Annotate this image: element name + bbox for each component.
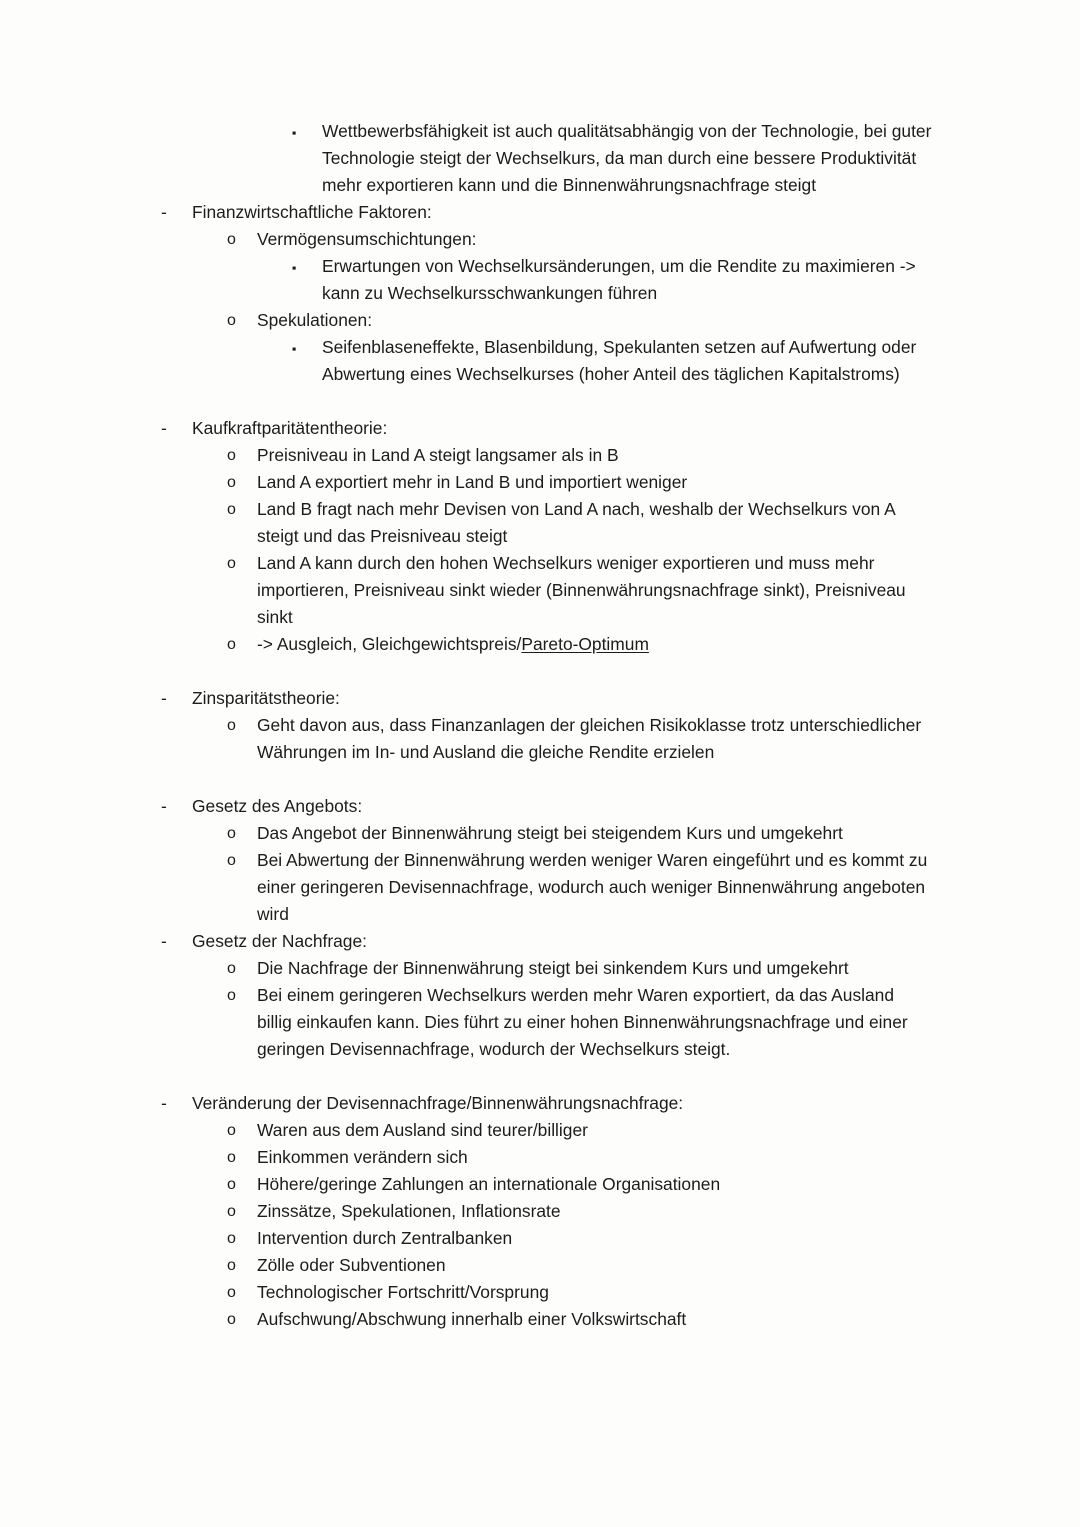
outline-item-text: Kaufkraftparitätentheorie: — [192, 418, 388, 438]
outline-item-text: Die Nachfrage der Binnenwährung steigt bei sinkendem Kurs und umgekehrt — [257, 958, 849, 978]
outline-item-land-a-exportiert — [0, 469, 1080, 496]
outline-item-text: Spekulationen: — [257, 310, 373, 330]
circle-bullet-icon: o — [227, 1257, 236, 1274]
dash-bullet-icon: - — [161, 796, 167, 816]
outline-item-gesetz-des-angebots — [0, 793, 1080, 820]
square-bullet-icon: ▪ — [292, 342, 297, 356]
circle-bullet-icon: o — [227, 1176, 236, 1193]
outline-item-text: Preisniveau in Land A steigt langsamer als in B — [257, 445, 619, 465]
circle-bullet-icon: o — [227, 231, 236, 248]
outline-item-text: Bei Abwertung der Binnenwährung werden weniger Waren eingeführt und es kommt zu einer geringeren Devisennachfrage, wodurch auch weniger Binnenwährung angeboten wird — [257, 850, 928, 924]
square-bullet-icon: ▪ — [292, 126, 297, 140]
blank-line — [0, 658, 1080, 685]
square-bullet-icon: ▪ — [292, 261, 297, 275]
outline-item-einkommen-veraendern — [0, 1144, 1080, 1171]
outline-item-angebot-binnenwaehrung — [0, 820, 1080, 847]
outline-item-text: Zinsparitätstheorie: — [192, 688, 340, 708]
blank-line — [0, 388, 1080, 415]
outline-item-text: Land B fragt nach mehr Devisen von Land A nach, weshalb der Wechselkurs von A steigt und das Preisniveau steigt — [257, 499, 895, 546]
outline-content — [0, 118, 1080, 1333]
outline-item-nachfrage-binnenwaehrung — [0, 955, 1080, 982]
outline-item-gesetz-der-nachfrage — [0, 928, 1080, 955]
blank-line — [0, 1063, 1080, 1090]
outline-item-preisniveau-land-a — [0, 442, 1080, 469]
outline-item-waren-ausland-teurer — [0, 1117, 1080, 1144]
circle-bullet-icon: o — [227, 501, 236, 518]
circle-bullet-icon: o — [227, 1230, 236, 1247]
circle-bullet-icon: o — [227, 312, 236, 329]
circle-bullet-icon: o — [227, 717, 236, 734]
circle-bullet-icon: o — [227, 825, 236, 842]
outline-item-text: Intervention durch Zentralbanken — [257, 1228, 513, 1248]
outline-item-wettbewerbsfaehigkeit — [0, 118, 1080, 199]
outline-item-ausgleich-pareto-optimum — [0, 631, 1080, 658]
outline-item-geringerer-wechselkurs — [0, 982, 1080, 1063]
circle-bullet-icon: o — [227, 474, 236, 491]
outline-item-text: Finanzwirtschaftliche Faktoren: — [192, 202, 432, 222]
circle-bullet-icon: o — [227, 1311, 236, 1328]
outline-item-text: Gesetz des Angebots: — [192, 796, 363, 816]
outline-item-land-b-fragt-devisen — [0, 496, 1080, 550]
outline-item-text: Erwartungen von Wechselkursänderungen, um die Rendite zu maximieren -> kann zu Wechselkursschwankungen führen — [322, 256, 916, 303]
outline-item-erwartungen-wechselkursaenderungen — [0, 253, 1080, 307]
outline-item-technologischer-fortschritt — [0, 1279, 1080, 1306]
outline-item-text: Waren aus dem Ausland sind teurer/billiger — [257, 1120, 588, 1140]
circle-bullet-icon: o — [227, 1149, 236, 1166]
outline-item-text: Gesetz der Nachfrage: — [192, 931, 367, 951]
outline-item-zoelle-subventionen — [0, 1252, 1080, 1279]
outline-item-text: Aufschwung/Abschwung innerhalb einer Volkswirtschaft — [257, 1309, 687, 1329]
outline-item-text: Land A exportiert mehr in Land B und importiert weniger — [257, 472, 688, 492]
outline-item-seifenblaseneffekte — [0, 334, 1080, 388]
circle-bullet-icon: o — [227, 555, 236, 572]
outline-item-abwertung-binnenwaehrung — [0, 847, 1080, 928]
circle-bullet-icon: o — [227, 852, 236, 869]
circle-bullet-icon: o — [227, 636, 236, 653]
outline-item-land-a-hoher-wechselkurs — [0, 550, 1080, 631]
outline-item-veraenderung-devisennachfrage — [0, 1090, 1080, 1117]
outline-item-zahlungen-organisationen — [0, 1171, 1080, 1198]
outline-item-text: Zinssätze, Spekulationen, Inflationsrate — [257, 1201, 561, 1221]
dash-bullet-icon: - — [161, 1093, 167, 1113]
outline-item-intervention-zentralbanken — [0, 1225, 1080, 1252]
text-segment-1: Pareto-Optimum — [521, 634, 649, 654]
dash-bullet-icon: - — [161, 418, 167, 438]
circle-bullet-icon: o — [227, 987, 236, 1004]
blank-line — [0, 766, 1080, 793]
outline-item-text: Einkommen verändern sich — [257, 1147, 468, 1167]
circle-bullet-icon: o — [227, 960, 236, 977]
outline-item-text: Das Angebot der Binnenwährung steigt bei steigendem Kurs und umgekehrt — [257, 823, 843, 843]
text-segment-0: -> Ausgleich, Gleichgewichtspreis/ — [257, 634, 522, 654]
outline-item-aufschwung-abschwung — [0, 1306, 1080, 1333]
outline-item-text: Zölle oder Subventionen — [257, 1255, 446, 1275]
outline-item-spekulationen — [0, 307, 1080, 334]
dash-bullet-icon: - — [161, 688, 167, 708]
outline-item-text: Seifenblaseneffekte, Blasenbildung, Spekulanten setzen auf Aufwertung oder Abwertung eines Wechselkurses (hoher Anteil des täglichen Kapitalstroms) — [322, 337, 917, 384]
outline-item-kaufkraftparitaetentheorie — [0, 415, 1080, 442]
dash-bullet-icon: - — [161, 931, 167, 951]
outline-item-vermoegensumschichtungen — [0, 226, 1080, 253]
outline-item-text: Veränderung der Devisennachfrage/Binnenwährungsnachfrage: — [192, 1093, 684, 1113]
circle-bullet-icon: o — [227, 1203, 236, 1220]
outline-item-text: Geht davon aus, dass Finanzanlagen der gleichen Risikoklasse trotz unterschiedlicher Währungen im In- und Ausland die gleiche Rendite erzielen — [257, 715, 922, 762]
outline-item-finanzwirtschaftliche-faktoren — [0, 199, 1080, 226]
circle-bullet-icon: o — [227, 1122, 236, 1139]
outline-item-text: Technologischer Fortschritt/Vorsprung — [257, 1282, 549, 1302]
outline-item-text — [257, 631, 932, 658]
dash-bullet-icon: - — [161, 202, 167, 222]
circle-bullet-icon: o — [227, 447, 236, 464]
outline-item-text: Bei einem geringeren Wechselkurs werden mehr Waren exportiert, da das Ausland billig einkaufen kann. Dies führt zu einer hohen Binnenwährungsnachfrage und einer geringen Devisennachfrage, wodurch der Wechselkurs steigt. — [257, 985, 908, 1059]
outline-item-zinssaetze-spekulationen — [0, 1198, 1080, 1225]
outline-item-text: Vermögensumschichtungen: — [257, 229, 477, 249]
outline-item-zinsparitaetstheorie — [0, 685, 1080, 712]
outline-item-text: Wettbewerbsfähigkeit ist auch qualitätsabhängig von der Technologie, bei guter Technologie steigt der Wechselkurs, da man durch eine bessere Produktivität mehr exportieren kann und die Binnenwährungsnachfrage steigt — [322, 121, 932, 195]
outline-item-text: Land A kann durch den hohen Wechselkurs weniger exportieren und muss mehr importieren, Preisniveau sinkt wieder (Binnenwährungsnachfrage sinkt), Preisniveau sinkt — [257, 553, 906, 627]
outline-item-text: Höhere/geringe Zahlungen an internationale Organisationen — [257, 1174, 721, 1194]
outline-item-geht-davon-aus — [0, 712, 1080, 766]
circle-bullet-icon: o — [227, 1284, 236, 1301]
